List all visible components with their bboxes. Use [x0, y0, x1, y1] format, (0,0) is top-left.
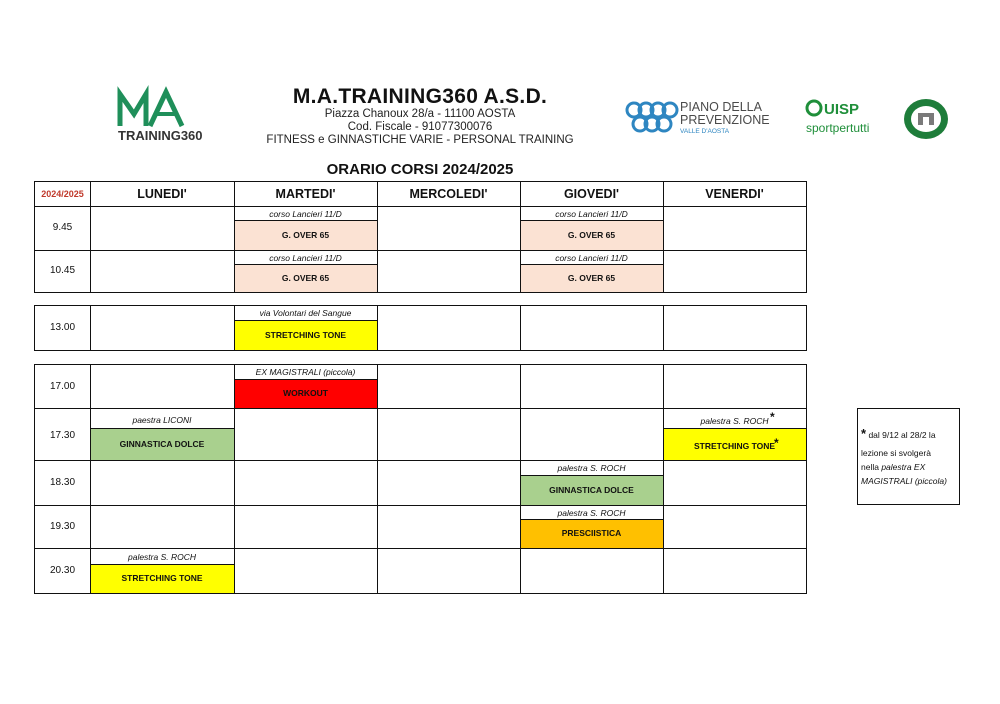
schedule-block-lunch: [34, 305, 807, 351]
time-1045: 10.45: [49, 265, 76, 276]
year-header: 2024/2025: [41, 189, 84, 199]
course-g-over-65: G. OVER 65: [567, 273, 616, 283]
time-1730: 17.30: [49, 430, 76, 441]
note-line-3-emphasis: palestra EX: [881, 462, 926, 472]
svg-text:PREVENZIONE: PREVENZIONE: [680, 113, 770, 127]
svg-text:sportpertutti: sportpertutti: [806, 121, 870, 135]
asterisk-mark: *: [861, 426, 867, 441]
note-line-3: nella: [861, 462, 882, 472]
location-label: via Volontari del Sangue: [259, 308, 352, 318]
location-label: corso Lancieri 11/D: [269, 209, 342, 219]
company-title: M.A.TRAINING360 A.S.D.: [292, 85, 548, 108]
day-header-monday: LUNEDI': [137, 187, 187, 201]
location-label: palestra S. ROCH: [557, 508, 626, 518]
time-1930: 19.30: [49, 521, 76, 532]
schedule-block-morning: [34, 181, 807, 293]
note-line-4: MAGISTRALI (piccola): [861, 476, 947, 486]
day-header-wednesday: MERCOLEDI': [409, 187, 488, 201]
time-1830: 18.30: [49, 477, 76, 488]
time-1700: 17.00: [49, 381, 76, 392]
ma-training360-logo: [116, 86, 203, 143]
course-stretching-tone: STRETCHING TONE: [121, 573, 203, 583]
company-services: FITNESS e GINNASTICHE VARIE - PERSONAL TRAINING: [266, 134, 574, 146]
time-1300: 13.00: [49, 322, 76, 333]
uisp-logo: [804, 98, 884, 138]
location-label: paestra LICONI: [132, 415, 192, 425]
day-header-thursday: GIOVEDI': [563, 187, 620, 201]
asterisk-mark: *: [774, 436, 779, 450]
time-2030: 20.30: [49, 565, 76, 576]
course-ginnastica-dolce: GINNASTICA DOLCE: [549, 485, 634, 495]
header: [240, 86, 600, 147]
day-header-friday: VENERDI': [705, 187, 764, 201]
location-label: palestra S. ROCH: [127, 552, 197, 562]
location-label: corso Lancieri 11/D: [555, 253, 628, 263]
schedule-title: ORARIO CORSI 2024/2025: [326, 161, 514, 178]
time-945: 9.45: [52, 222, 73, 233]
svg-text:TRAINING360: TRAINING360: [118, 128, 203, 143]
company-address: Piazza Chanoux 28/a - 11100 AOSTA: [324, 108, 516, 120]
svg-text:PIANO DELLA: PIANO DELLA: [680, 100, 762, 114]
location-label: palestra S. ROCH: [700, 416, 769, 426]
course-presciistica: PRESCIISTICA: [561, 528, 622, 538]
svg-text:VALLE D'AOSTA: VALLE D'AOSTA: [680, 128, 730, 135]
note-box: [857, 408, 960, 505]
piano-prevenzione-logo: [624, 98, 774, 140]
course-workout: WORKOUT: [283, 388, 328, 398]
course-g-over-65: G. OVER 65: [567, 230, 616, 240]
course-g-over-65: G. OVER 65: [281, 273, 330, 283]
note-line-2: lezione si svolgerà: [861, 448, 931, 458]
location-label: EX MAGISTRALI (piccola): [255, 367, 356, 377]
location-label: corso Lancieri 11/D: [269, 253, 342, 263]
svg-text:UISP: UISP: [824, 101, 860, 118]
day-header-tuesday: MARTEDI': [275, 187, 336, 201]
seal-logo: [901, 97, 951, 141]
location-label: palestra S. ROCH: [557, 463, 626, 473]
course-stretching-tone: STRETCHING TONE: [264, 330, 347, 340]
location-label: corso Lancieri 11/D: [555, 209, 628, 219]
course-ginnastica-dolce: GINNASTICA DOLCE: [119, 439, 205, 449]
course-stretching-tone: STRETCHING TONE: [693, 441, 776, 451]
asterisk-mark: *: [770, 410, 775, 424]
note-line-1: dal 9/12 al 28/2 la: [868, 430, 936, 440]
company-fiscal-code: Cod. Fiscale - 91077300076: [347, 121, 493, 133]
course-g-over-65: G. OVER 65: [281, 230, 330, 240]
